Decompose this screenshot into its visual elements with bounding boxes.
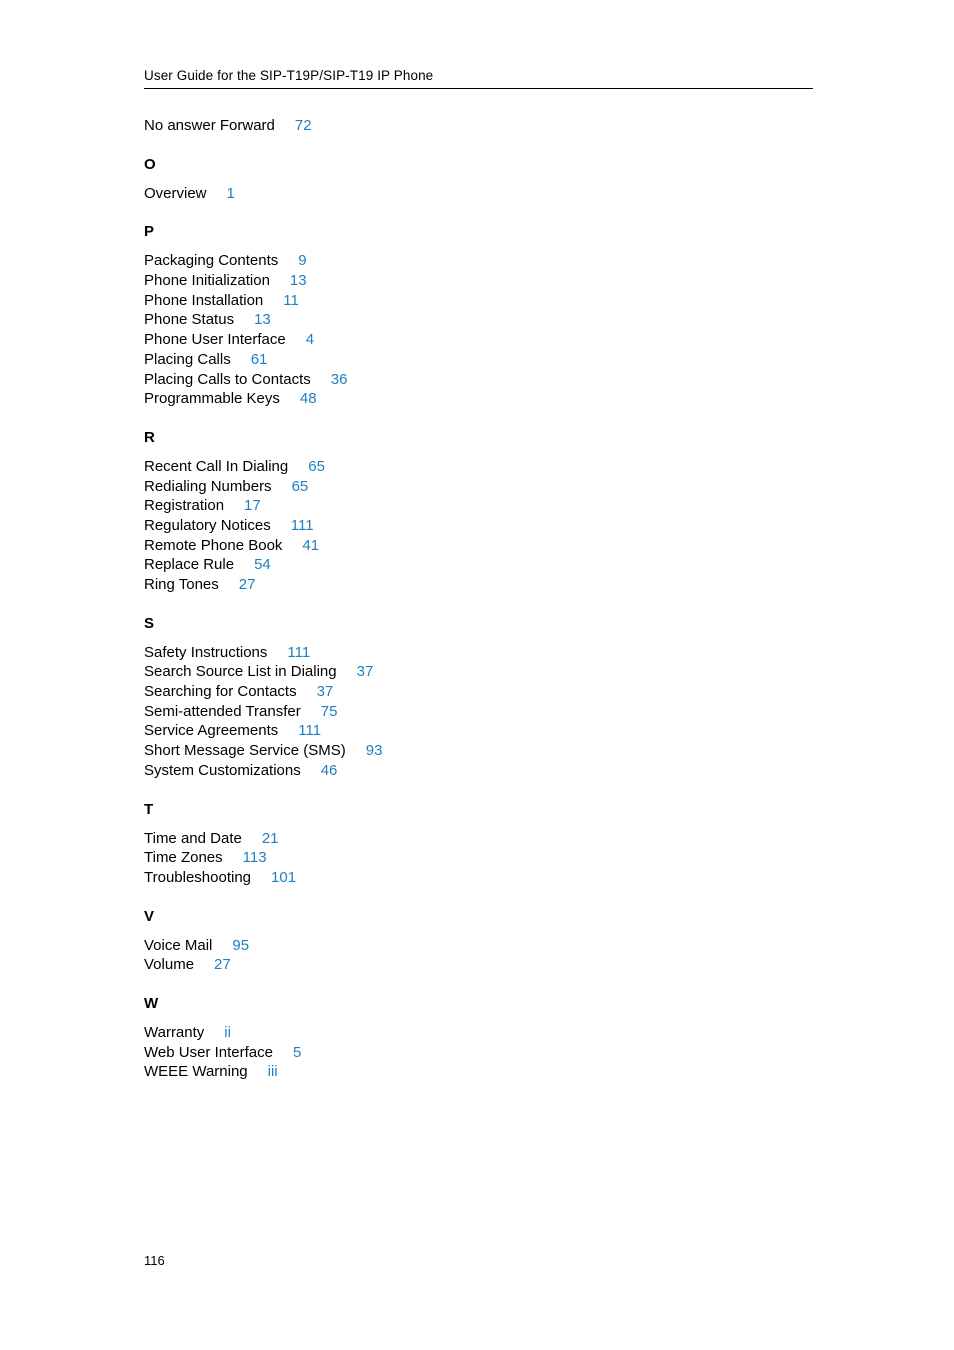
index-entry xyxy=(144,868,744,888)
index-term: Semi-attended Transfer xyxy=(144,702,301,720)
section-letter-heading: S xyxy=(144,614,155,632)
index-term: Short Message Service (SMS) xyxy=(144,742,346,760)
index-entry xyxy=(144,741,744,761)
index-term: Time and Date xyxy=(144,829,242,847)
index-page-link[interactable]: 13 xyxy=(254,311,271,329)
index-entry xyxy=(144,848,744,868)
index-page-link[interactable]: 113 xyxy=(242,849,267,867)
index-sections xyxy=(144,155,744,1082)
index-term: Volume xyxy=(144,956,195,974)
index-term: Warranty xyxy=(144,1023,205,1041)
index-term: Replace Rule xyxy=(144,556,235,574)
index-entry xyxy=(144,310,744,330)
index-entry xyxy=(144,682,744,702)
index-page-link[interactable]: ii xyxy=(224,1023,231,1041)
index-page-link[interactable]: 95 xyxy=(232,936,250,954)
index-page-link[interactable]: 75 xyxy=(320,702,338,720)
index-page-link[interactable]: 48 xyxy=(299,390,317,408)
section-letter-heading: T xyxy=(144,800,154,818)
section-letter-heading: V xyxy=(144,907,155,925)
index-section-2 xyxy=(144,428,744,595)
index-term: No answer Forward xyxy=(144,117,275,134)
index-page-link[interactable]: 21 xyxy=(261,829,279,847)
index-page-link[interactable]: 4 xyxy=(305,331,315,349)
index-entry xyxy=(144,516,744,536)
index-term: Web User Interface xyxy=(144,1043,273,1061)
index-entry xyxy=(144,330,744,350)
index-entry xyxy=(144,702,744,722)
index-page-link[interactable]: 11 xyxy=(283,291,299,309)
index-entry xyxy=(144,1062,744,1082)
index-term: Phone Status xyxy=(144,311,235,329)
index-entry xyxy=(144,662,744,682)
index-page-link[interactable]: 111 xyxy=(290,516,314,534)
index-entry xyxy=(144,116,744,136)
index-page-link[interactable]: 5 xyxy=(292,1043,302,1061)
index-entry xyxy=(144,1043,744,1063)
index-entry xyxy=(144,721,744,741)
index-page-link[interactable]: 1 xyxy=(226,184,235,202)
index-entry xyxy=(144,761,744,781)
index-term: Remote Phone Book xyxy=(144,536,283,554)
index-page-link[interactable]: 27 xyxy=(214,956,231,974)
page-number: 116 xyxy=(144,1253,165,1268)
index-page-link[interactable]: 41 xyxy=(302,536,320,554)
index-term: Search Source List in Dialing xyxy=(144,663,337,681)
section-letter-heading: P xyxy=(144,223,155,241)
index-term: Programmable Keys xyxy=(144,390,280,408)
index-entry xyxy=(144,271,744,291)
index-page-link[interactable]: 111 xyxy=(298,722,322,740)
index-term: Regulatory Notices xyxy=(144,516,271,534)
index-entry xyxy=(144,536,744,556)
index-page-link[interactable]: 9 xyxy=(298,252,307,270)
index-page-link[interactable]: 37 xyxy=(316,683,334,701)
index-page-link[interactable]: 37 xyxy=(356,663,374,681)
index-section-4 xyxy=(144,800,744,888)
index-term: Searching for Contacts xyxy=(144,683,297,701)
index-entry xyxy=(144,496,744,516)
index-entry xyxy=(144,184,744,204)
index-term: Registration xyxy=(144,497,225,515)
index-entry xyxy=(144,251,744,271)
index-term: Phone Initialization xyxy=(144,272,270,290)
index-entry xyxy=(144,829,744,849)
index-entry xyxy=(144,1023,744,1043)
index-term: Phone User Interface xyxy=(144,331,286,349)
index-term: Time Zones xyxy=(144,849,223,867)
index-term: Packaging Contents xyxy=(144,252,279,270)
index-list xyxy=(144,116,744,1082)
index-entry xyxy=(144,955,744,975)
index-section-3 xyxy=(144,614,744,781)
index-term: Ring Tones xyxy=(144,576,219,593)
index-page-link[interactable]: 72 xyxy=(294,117,312,134)
index-term: Overview xyxy=(144,184,207,202)
index-entry xyxy=(144,350,744,370)
index-term: Placing Calls xyxy=(144,350,231,368)
index-term: Phone Installation xyxy=(144,291,264,309)
index-page-link[interactable]: 65 xyxy=(308,457,325,475)
index-page-link[interactable]: 54 xyxy=(254,556,271,574)
index-entry xyxy=(144,291,744,311)
index-page-link[interactable]: 17 xyxy=(244,497,261,515)
index-entry xyxy=(144,389,744,409)
index-term: System Customizations xyxy=(144,761,301,779)
index-term: WEEE Warning xyxy=(144,1063,248,1081)
index-page-link[interactable]: 36 xyxy=(330,370,348,388)
index-page-link[interactable]: 101 xyxy=(271,868,297,886)
index-entry xyxy=(144,370,744,390)
index-page-link[interactable]: 93 xyxy=(365,742,383,760)
index-entry xyxy=(144,555,744,575)
index-term: Safety Instructions xyxy=(144,643,268,661)
index-section-6 xyxy=(144,994,744,1082)
index-page-link[interactable]: 65 xyxy=(291,477,309,495)
index-page-link[interactable]: 111 xyxy=(287,643,311,661)
section-letter-heading: O xyxy=(144,155,156,173)
index-term: Troubleshooting xyxy=(144,868,252,886)
index-section-0 xyxy=(144,155,744,204)
index-page-link[interactable]: 27 xyxy=(238,576,256,593)
running-header: User Guide for the SIP-T19P/SIP-T19 IP Phone xyxy=(144,68,813,89)
index-section-5 xyxy=(144,907,744,975)
index-entry xyxy=(144,457,744,477)
index-term: Placing Calls to Contacts xyxy=(144,370,311,388)
index-entry xyxy=(144,575,744,595)
index-page-link[interactable]: 61 xyxy=(250,350,268,368)
index-section-1 xyxy=(144,222,744,409)
index-page-link[interactable]: 13 xyxy=(289,272,307,290)
index-term: Service Agreements xyxy=(144,722,279,740)
index-entry xyxy=(144,643,744,663)
index-entry xyxy=(144,936,744,956)
section-letter-heading: W xyxy=(144,994,159,1012)
index-page-link[interactable]: iii xyxy=(267,1063,278,1081)
index-term: Recent Call In Dialing xyxy=(144,457,289,475)
index-entry xyxy=(144,477,744,497)
index-page-link[interactable]: 46 xyxy=(320,761,338,779)
section-letter-heading: R xyxy=(144,428,155,446)
index-term: Redialing Numbers xyxy=(144,477,272,495)
index-term: Voice Mail xyxy=(144,936,213,954)
